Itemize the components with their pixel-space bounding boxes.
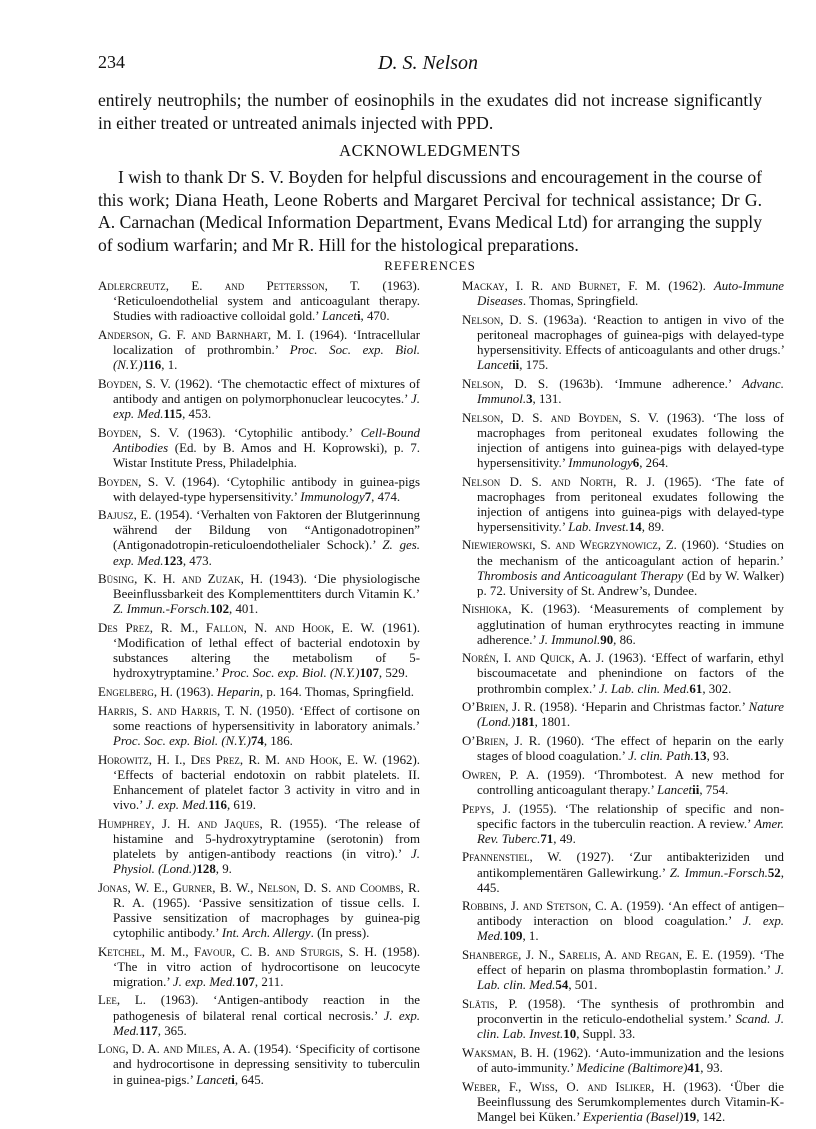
reference-volume: 6 — [632, 455, 640, 470]
reference-title: (1955). ‘The release of histamine and 5-hydroxytryptamine (serotonin) from platelets by antigen-antibody reactions (in vitro).’ — [113, 816, 420, 861]
reference-journal: Experientia (Basel) — [582, 1109, 684, 1124]
reference-pages: , 302. — [702, 681, 732, 696]
reference-journal: Z. Immun.-Forsch. — [669, 865, 768, 880]
reference-authors: Weber, F., Wiss, O. and Isliker, H. — [462, 1079, 676, 1094]
reference-title: (1943). ‘Die physiologische Beeinflussbarkeit des Komplementtiters durch Vitamin K.’ — [113, 572, 420, 602]
reference-journal: J. Lab. clin. Med. — [477, 963, 784, 993]
reference-title: (1962). ‘The chemotactic effect of mixtures of antibody and antigen on polymorphonuclear leucocytes.’ — [113, 376, 421, 406]
reference-journal: J. Immunol. — [539, 632, 601, 647]
reference-entry — [462, 768, 784, 798]
reference-authors: Bajusz, E. — [98, 508, 152, 523]
intro-paragraph: entirely neutrophils; the number of eosinophils in the exudates did not increase significantly in either treated or untreated animals injected with PPD. — [98, 90, 762, 133]
reference-entry — [98, 279, 420, 324]
reference-title: (1964). ‘Cytophilic antibody in guinea-pigs with delayed-type hypersensitivity.’ — [113, 474, 421, 504]
reference-volume: 41 — [687, 1061, 701, 1075]
reference-pages: , 49. — [553, 831, 576, 846]
reference-authors: Adlercreutz, E. and Pettersson, T. — [98, 279, 361, 293]
reference-pages: , 93. — [700, 1061, 723, 1075]
reference-authors: Pepys, J. — [462, 801, 511, 816]
reference-pages: , 1801. — [534, 715, 571, 730]
reference-volume: i — [231, 1072, 235, 1087]
reference-entry — [462, 651, 784, 696]
reference-entry — [98, 426, 420, 471]
reference-volume: 102 — [209, 602, 230, 617]
reference-title: (1959). ‘The effect of heparin on plasma thromboplastin formation.’ — [477, 948, 785, 978]
reference-volume: ii — [692, 782, 700, 797]
acknowledgments-heading: ACKNOWLEDGMENTS — [339, 141, 521, 160]
reference-entry — [462, 313, 784, 373]
reference-journal: Lancet — [657, 782, 693, 797]
reference-title: (1955). ‘The relationship of specific and non-specific factors in the tuberculin reaction. A review.’ — [477, 801, 784, 831]
reference-journal: Cell-Bound Antibodies — [113, 425, 420, 455]
references-left-column — [98, 279, 420, 1091]
reference-authors: Pfannenstiel, W. — [462, 850, 562, 865]
reference-authors: Harris, S. and Harris, T. N. — [98, 703, 253, 718]
reference-journal: J. exp. Med. — [113, 1008, 420, 1038]
page-number: 234 — [98, 52, 125, 72]
reference-journal: Immunology — [568, 455, 633, 470]
reference-authors: Robbins, J. and Stetson, C. A. — [462, 899, 623, 914]
page-header — [98, 52, 758, 78]
reference-journal: Amer. Rev. Tuberc. — [477, 816, 784, 846]
reference-volume: 19 — [683, 1109, 697, 1124]
reference-entry — [462, 475, 784, 535]
reference-volume: 7 — [364, 489, 372, 504]
reference-pages: , 401. — [229, 602, 259, 617]
reference-journal: Heparin — [216, 685, 260, 700]
reference-entry — [98, 621, 420, 681]
reference-entry — [462, 948, 784, 993]
reference-authors: Boyden, S. V. — [98, 474, 176, 489]
reference-title: (1960). ‘Studies on the mechanism of the anticoagulant action of heparin.’ — [477, 538, 784, 568]
reference-pages: , 501. — [568, 978, 598, 993]
reference-journal: Nature (Lond.) — [477, 700, 784, 730]
reference-authors: O’Brien, J. R. — [462, 733, 541, 748]
reference-journal: Thrombosis and Anticoagulant Therapy — [477, 568, 684, 583]
reference-entry — [462, 377, 784, 407]
reference-entry — [98, 572, 420, 617]
reference-authors: Ketchel, M. M., Favour, C. B. and Sturgis, S. H. — [98, 944, 377, 959]
reference-volume: 109 — [503, 929, 523, 944]
reference-journal: Immunology — [300, 489, 365, 504]
reference-volume: 61 — [689, 681, 703, 696]
reference-volume: 181 — [515, 715, 535, 730]
reference-entry — [462, 734, 784, 764]
reference-title: (1958). ‘The in vitro action of hydrocortisone on leucocyte migration.’ — [113, 944, 421, 989]
references-right-column — [462, 279, 784, 1129]
reference-journal: J. exp. Med. — [172, 974, 236, 989]
reference-journal: Medicine (Baltimore) — [576, 1061, 688, 1075]
reference-pages: , 470. — [360, 309, 390, 324]
reference-volume: 116 — [208, 797, 227, 812]
reference-authors: Nelson D. S. and North, R. J. — [462, 474, 655, 489]
reference-authors: Waksman, B. H. — [462, 1045, 550, 1060]
reference-pages: , 1. — [161, 358, 178, 373]
reference-volume: 52 — [767, 865, 781, 880]
reference-entry — [98, 377, 420, 422]
reference-title: (1963). ‘Cytophilic antibody.’ — [179, 425, 361, 440]
reference-entry — [98, 1042, 420, 1087]
reference-pages: . Thomas, Springfield. — [522, 294, 639, 309]
reference-title: (1954). ‘Verhalten von Faktoren der Blutgerinnung während der Bildung von “Antigonadotropinen” (Antigonadotropin-reticuloendothelialer Schock).’ — [113, 508, 420, 553]
reference-journal: Scand. J. clin. Lab. Invest. — [477, 1012, 784, 1042]
reference-authors: Niewierowski, S. and Wegrzynowicz, Z. — [462, 538, 677, 553]
reference-journal: J. Physiol. (Lond.) — [113, 846, 420, 876]
reference-volume: 107 — [235, 974, 255, 989]
reference-volume: 13 — [693, 749, 707, 764]
reference-volume: ii — [512, 358, 520, 373]
reference-authors: Nelson, D. S. — [462, 312, 538, 327]
reference-pages: (Ed. by B. Amos and H. Koprowski), p. 7. Wistar Institute Press, Philadelphia. — [113, 440, 420, 470]
reference-authors: Nelson, D. S. and Boyden, S. V. — [462, 410, 659, 425]
reference-entry — [462, 279, 784, 309]
reference-title: (1954). ‘Specificity of cortisone and hydrocortisone in depressing sensitivity to tuberculin in guinea-pigs.’ — [113, 1042, 421, 1087]
reference-title: (1963). ‘Reticuloendothelial system and anticoagulant therapy. Studies with radioactive colloidal gold.’ — [113, 279, 420, 324]
reference-pages: , 365. — [157, 1023, 187, 1038]
reference-title: (1958). ‘Heparin and Christmas factor.’ — [535, 700, 749, 715]
references-heading: REFERENCES — [384, 258, 476, 273]
reference-authors: Jonas, W. E., Gurner, B. W., Nelson, D. S. and Coombs, R. R. A. — [98, 880, 420, 910]
reference-title: (1963). ‘Measurements of complement by agglutination of human erythrocytes reacting in immune adherence.’ — [477, 602, 784, 647]
reference-journal: J. exp. Med. — [113, 391, 420, 421]
reference-pages: , 142. — [696, 1109, 726, 1124]
reference-pages: , 1. — [522, 929, 539, 944]
reference-pages: , 9. — [215, 861, 232, 876]
reference-pages: , 89. — [641, 519, 665, 534]
reference-authors: Des Prez, R. M., Fallon, N. and Hook, E. W. — [98, 621, 375, 636]
reference-volume: 107 — [359, 666, 379, 681]
reference-pages: , 175. — [519, 358, 549, 373]
reference-title: (1963). ‘The loss of macrophages from peritoneal exudates following the injection of antigens into guinea-pigs with delayed-type hypersensitivity.’ — [477, 410, 784, 470]
reference-journal: Proc. Soc. exp. Biol. (N.Y.) — [113, 733, 251, 748]
reference-title: (1963b). ‘Immune adherence.’ — [548, 376, 743, 391]
reference-pages: , 445. — [477, 865, 784, 895]
reference-title: (1950). ‘Effect of cortisone on some reactions of hypersensitivity in laboratory animals.’ — [113, 703, 420, 733]
reference-journal: Advanc. Immunol. — [477, 376, 784, 406]
reference-entry — [98, 508, 420, 568]
reference-entry — [98, 475, 420, 505]
reference-authors: Nishioka, K. — [462, 602, 534, 617]
reference-volume: 115 — [163, 406, 183, 421]
reference-title: (1963). ‘Antigen-antibody reaction in the pathogenesis of bilateral renal cortical necrosis.’ — [113, 993, 420, 1023]
reference-title: (1960). ‘The effect of heparin on the early stages of blood coagulation.’ — [477, 733, 784, 764]
reference-journal: Auto-Immune Diseases — [477, 279, 784, 309]
reference-pages: , 453. — [182, 406, 212, 421]
reference-title: (1965). ‘Passive sensitization of tissue cells. I. Passive sensitization of macrophages by guinea-pig cytophilic antibody.’ — [113, 895, 421, 940]
reference-authors: Büsing, K. H. and Zuzak, H. — [98, 572, 263, 587]
reference-pages: , 474. — [371, 489, 401, 504]
reference-entry — [98, 881, 420, 941]
reference-journal: Proc. Soc. exp. Biol. (N.Y.) — [221, 666, 360, 681]
reference-pages: (Ed by W. Walker) p. 72. University of St. Andrew’s, Dundee. — [477, 568, 785, 598]
reference-entry — [462, 538, 784, 598]
reference-entry — [98, 753, 420, 813]
reference-journal: Z. Immun.-Forsch. — [113, 602, 210, 617]
reference-entry — [462, 602, 784, 647]
reference-authors: O’Brien, J. R. — [462, 700, 536, 715]
reference-journal: Lancet — [321, 309, 357, 324]
reference-authors: Slätis, P. — [462, 997, 518, 1012]
reference-entry — [462, 997, 784, 1042]
reference-title: (1965). ‘The fate of macrophages from peritoneal exudates following the injection of antigens into guinea-pigs with delayed-type hypersensitivity.’ — [477, 474, 784, 534]
reference-title: (1963). ‘Über die Beeinflussung des Serumkomplementes durch Vitamin-K-Mangel bei Küken.’ — [477, 1079, 784, 1124]
reference-title: (1963). — [172, 685, 217, 700]
reference-title: (1962). ‘Effects of bacterial endotoxin on rabbit platelets. II. Enhancement of platelet factor 3 activity in vitro and in vivo.’ — [113, 752, 421, 812]
reference-entry — [98, 993, 420, 1038]
reference-authors: Engelberg, H. — [98, 685, 173, 700]
reference-title: (1964). ‘Intracellular localization of prothrombin.’ — [113, 327, 420, 357]
running-head: D. S. Nelson — [378, 52, 478, 74]
reference-pages: , p. 164. Thomas, Springfield. — [259, 685, 414, 700]
reference-authors: Humphrey, J. H. and Jaques, R. — [98, 816, 282, 831]
reference-volume: 128 — [196, 861, 216, 876]
reference-volume: 3 — [526, 391, 533, 406]
reference-pages: , 186. — [263, 733, 293, 748]
reference-pages: , 619. — [226, 797, 256, 812]
reference-entry — [98, 945, 420, 990]
reference-authors: Nelson, D. S. — [462, 376, 549, 391]
reference-volume: 14 — [628, 519, 642, 534]
reference-volume: 71 — [540, 831, 554, 846]
reference-authors: Boyden, S. V. — [98, 425, 180, 440]
reference-entry — [462, 850, 784, 895]
reference-pages: , 86. — [613, 632, 636, 647]
reference-title: (1961). ‘Modification of lethal effect of bacterial endotoxin by substances altering the metabolism of 5-hydroxytryptamine.’ — [113, 621, 421, 681]
reference-pages: . (In press). — [310, 925, 370, 940]
reference-volume: 74 — [250, 733, 264, 748]
reference-entry — [98, 685, 420, 700]
reference-pages: , 645. — [234, 1072, 264, 1087]
reference-authors: Mackay, I. R. and Burnet, F. M. — [462, 279, 661, 293]
reference-title: (1963a). ‘Reaction to antigen in vivo of the peritoneal macrophages of guinea-pigs with delayed-type hypersensitivity. Effects of anticoagulants and other drugs.’ — [477, 312, 784, 357]
reference-entry — [98, 817, 420, 877]
reference-volume: 116 — [142, 358, 162, 373]
reference-authors: Norén, I. and Quick, A. J. — [462, 651, 605, 666]
reference-authors: Anderson, G. F. and Barnhart, M. I. — [98, 327, 305, 342]
reference-pages: , 264. — [639, 455, 669, 470]
reference-authors: Horowitz, H. I., Des Prez, R. M. and Hook, E. W. — [98, 752, 378, 767]
reference-authors: Shanberge, J. N., Sarelis, A. and Regan, E. E. — [462, 948, 714, 963]
reference-authors: Long, D. A. and Miles, A. A. — [98, 1042, 251, 1057]
reference-journal: Lab. Invest. — [568, 519, 629, 534]
reference-authors: Boyden, S. V. — [98, 376, 171, 391]
reference-journal: Lancet — [477, 358, 513, 373]
reference-journal: J. exp. Med. — [477, 914, 785, 944]
reference-entry — [462, 1080, 784, 1125]
reference-volume: 54 — [555, 978, 569, 993]
reference-entry — [462, 802, 784, 847]
reference-pages: , 473. — [182, 553, 212, 568]
reference-pages: , 93. — [706, 749, 730, 764]
reference-entry — [462, 411, 784, 471]
reference-journal: Proc. Soc. exp. Biol. (N.Y.) — [113, 342, 421, 373]
reference-title: (1959). ‘Thrombotest. A new method for controlling anticoagulant therapy.’ — [477, 767, 784, 797]
reference-title: (1959). ‘An effect of antigen–antibody interaction on blood coagulation.’ — [477, 899, 784, 929]
reference-journal: Lancet — [196, 1072, 232, 1087]
reference-title: (1962). ‘Auto-immunization and the lesions of auto-immunity.’ — [477, 1045, 784, 1075]
reference-pages: , 211. — [254, 974, 284, 989]
reference-pages: , 529. — [378, 666, 408, 681]
reference-volume: i — [356, 309, 361, 324]
reference-pages: , 131. — [532, 391, 562, 406]
reference-journal: J. Lab. clin. Med. — [598, 681, 690, 696]
reference-entry — [462, 899, 784, 944]
reference-journal: J. clin. Path. — [628, 749, 694, 764]
reference-title: (1927). ‘Zur antibakteriziden und antikomplementären Gallewirkung.’ — [477, 850, 784, 880]
reference-volume: 90 — [600, 632, 614, 647]
reference-journal: Z. ges. exp. Med. — [113, 538, 420, 568]
reference-entry — [98, 704, 420, 749]
reference-entry — [98, 328, 420, 373]
reference-journal: Int. Arch. Allergy — [221, 925, 311, 940]
reference-volume: 123 — [163, 553, 183, 568]
reference-entry — [462, 700, 784, 730]
reference-pages: , Suppl. 33. — [576, 1027, 636, 1042]
reference-journal: J. exp. Med. — [145, 797, 209, 812]
reference-pages: , 754. — [699, 782, 729, 797]
reference-authors: Owren, P. A. — [462, 767, 539, 782]
acknowledgments-text: I wish to thank Dr S. V. Boyden for helpful discussions and encouragement in the course of this work; Diana Heath, Leone Roberts and Margaret Percival for technical assistance; Dr G. A. Carnachan (Medical Information Department, Evans Medical Ltd) for arranging the supply of sodium warfarin; and Mr R. Hill for the histological preparations. — [98, 167, 762, 256]
reference-entry — [462, 1046, 784, 1076]
reference-authors: Lee, L. — [98, 993, 146, 1008]
reference-volume: 117 — [139, 1023, 158, 1038]
reference-volume: 10 — [563, 1027, 577, 1042]
reference-title: (1963). ‘Effect of warfarin, ethyl biscoumacetate and phenindione on factors of the prothrombin complex.’ — [477, 651, 785, 696]
reference-title: (1962). — [660, 279, 714, 293]
reference-title: (1958). ‘The synthesis of prothrombin and proconvertin in the reticulo-endothelial system.’ — [477, 997, 785, 1027]
